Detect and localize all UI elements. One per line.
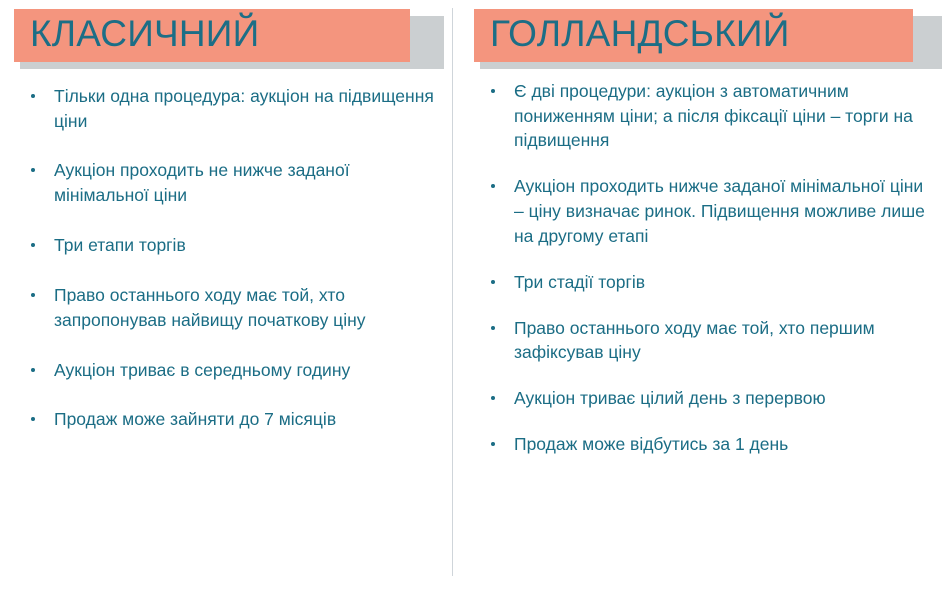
list-item-label: Аукціон проходить не нижче заданої мінімальної ціни: [54, 160, 350, 206]
list-item-label: Продаж може відбутись за 1 день: [514, 434, 789, 455]
list-item: [14, 158, 438, 208]
list-item: [474, 316, 936, 366]
list-item: [14, 407, 438, 432]
bullet-dot-icon: [491, 280, 495, 284]
list-item: [474, 386, 936, 411]
list-item-label: Три етапи торгів: [54, 235, 186, 256]
list-item: [474, 79, 936, 154]
list-item: [14, 358, 438, 383]
left-column: [0, 0, 456, 601]
bullet-dot-icon: [491, 442, 495, 446]
bullet-dot-icon: [31, 243, 35, 247]
bullet-dot-icon: [31, 417, 35, 421]
list-item: [14, 233, 438, 258]
list-item-label: Є дві процедури: аукціон з автоматичним пониженням ціни; а після фіксації ціни – торги на підвищення: [514, 80, 913, 151]
bullet-dot-icon: [31, 168, 35, 172]
bullet-dot-icon: [491, 326, 495, 330]
bullet-dot-icon: [31, 94, 35, 98]
list-item-label: Тільки одна процедура: аукціон на підвищення ціни: [54, 85, 434, 131]
list-item: [14, 283, 438, 333]
column-divider: [452, 8, 453, 576]
list-item: [14, 84, 438, 134]
bullet-dot-icon: [491, 184, 495, 188]
right-heading: ГОЛЛАНДСЬКИЙ: [474, 9, 913, 62]
list-item: [474, 174, 936, 249]
list-item-label: Аукціон триває цілий день з перервою: [514, 388, 826, 409]
bullet-dot-icon: [491, 89, 495, 93]
right-heading-wrap: [474, 9, 936, 62]
list-item-label: Аукціон проходить нижче заданої мінімальної ціни – ціну визначає ринок. Підвищення можливе лише на другому етапі: [514, 176, 925, 246]
list-item-label: Продаж може зайняти до 7 місяців: [54, 409, 337, 430]
bullet-dot-icon: [491, 396, 495, 400]
list-item-label: Право останнього ходу має той, хто запропонував найвищу початкову ціну: [54, 284, 366, 330]
list-item-label: Аукціон триває в середньому годину: [54, 359, 351, 380]
bullet-dot-icon: [31, 293, 35, 297]
left-heading: КЛАСИЧНИЙ: [14, 9, 410, 62]
list-item: [474, 432, 936, 457]
bullet-dot-icon: [31, 368, 35, 372]
left-bullet-list: [14, 84, 438, 433]
list-item-label: Три стадії торгів: [514, 271, 646, 292]
list-item: [474, 270, 936, 295]
left-heading-wrap: [14, 9, 438, 62]
right-bullet-list: [474, 79, 936, 457]
list-item-label: Право останнього ходу має той, хто першим зафіксував ціну: [514, 317, 875, 363]
right-column: [456, 0, 950, 601]
